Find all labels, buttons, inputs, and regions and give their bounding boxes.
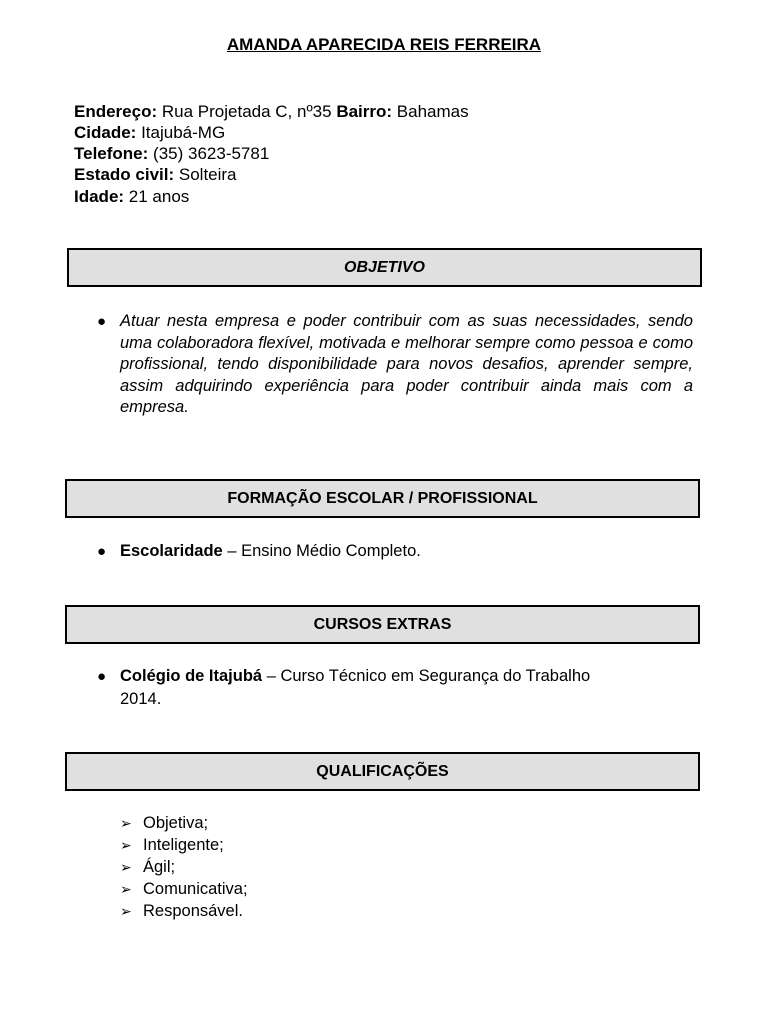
arrow-bullet-icon: ➢ <box>120 859 132 875</box>
qualifications-list <box>120 812 248 922</box>
address-line <box>74 101 469 122</box>
page-title: AMANDA APARECIDA REIS FERREIRA <box>226 35 542 54</box>
course-year: 2014. <box>120 690 162 708</box>
neighborhood-label: Bairro: <box>336 102 393 121</box>
address-label: Endereço: <box>74 102 158 121</box>
city-value: Itajubá-MG <box>141 123 226 142</box>
city-label: Cidade: <box>74 123 137 142</box>
section-formacao-title: FORMAÇÃO ESCOLAR / PROFISSIONAL <box>227 489 538 507</box>
course-label: Colégio de Itajubá <box>120 667 263 685</box>
education-label: Escolaridade <box>120 542 223 560</box>
neighborhood-value: Bahamas <box>396 102 469 121</box>
section-qualificacoes-title: QUALIFICAÇÕES <box>316 762 449 780</box>
arrow-bullet-icon: ➢ <box>120 837 132 853</box>
education-value: – Ensino Médio Completo. <box>227 542 421 560</box>
section-cursos-title: CURSOS EXTRAS <box>313 615 452 633</box>
qualification-text: Objetiva; <box>143 814 209 832</box>
arrow-bullet-icon: ➢ <box>120 881 132 897</box>
arrow-bullet-icon: ➢ <box>120 903 132 919</box>
section-formacao-heading <box>65 479 700 518</box>
arrow-bullet-icon: ➢ <box>120 815 132 831</box>
list-item <box>120 812 248 834</box>
education-item <box>120 540 421 562</box>
section-objetivo-heading <box>67 248 702 287</box>
qualification-text: Inteligente; <box>143 836 224 854</box>
qualification-text: Ágil; <box>143 858 176 876</box>
section-qualificacoes-heading <box>65 752 700 791</box>
phone-value: (35) 3623-5781 <box>153 144 270 163</box>
list-item <box>120 856 248 878</box>
course-item <box>120 665 590 687</box>
objective-text: Atuar nesta empresa e poder contribuir com as suas necessidades, sendo uma colaboradora flexível, motivada e melhorar sempre como pessoa e como profissional, tendo disponibilidade para novos desafios, aprender sempre, assim adquirindo experiência para poder contribuir ainda mais com a empresa. <box>120 312 693 416</box>
bullet-icon: ● <box>97 668 107 685</box>
age-label: Idade: <box>74 187 125 206</box>
section-cursos-heading <box>65 605 700 644</box>
bullet-icon: ● <box>97 313 107 330</box>
phone-label: Telefone: <box>74 144 149 163</box>
marital-status-value: Solteira <box>178 165 237 184</box>
list-item <box>120 834 248 856</box>
age-line <box>74 186 189 207</box>
address-value: Rua Projetada C, nº35 <box>161 102 332 121</box>
bullet-icon: ● <box>97 543 107 560</box>
marital-status-line <box>74 164 237 185</box>
section-objetivo-title: OBJETIVO <box>344 258 425 276</box>
age-value: 21 anos <box>128 187 190 206</box>
course-value: – Curso Técnico em Segurança do Trabalho <box>266 667 591 685</box>
qualification-text: Comunicativa; <box>143 880 248 898</box>
qualification-text: Responsável. <box>143 902 243 920</box>
marital-status-label: Estado civil: <box>74 165 175 184</box>
list-item <box>120 878 248 900</box>
phone-line <box>74 143 269 164</box>
list-item <box>120 900 248 922</box>
city-line <box>74 122 225 143</box>
